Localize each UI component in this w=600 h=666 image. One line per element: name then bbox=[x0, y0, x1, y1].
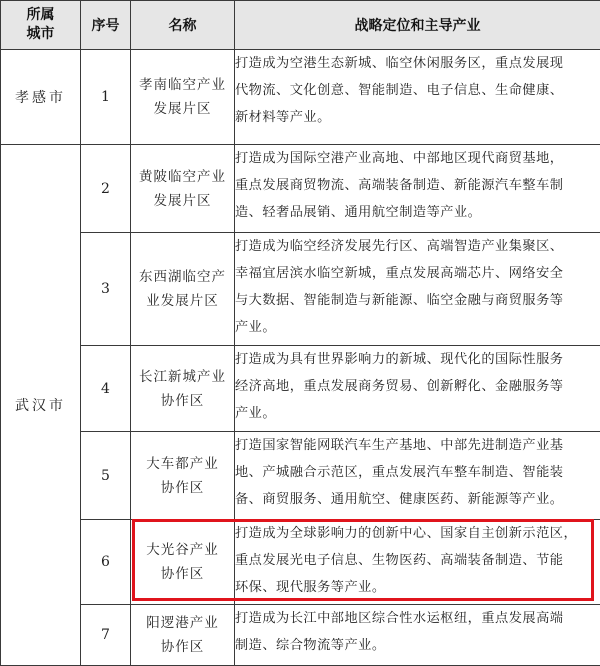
row-desc-line: 造、轻奢品展销、通用航空制造等产业。 bbox=[235, 199, 600, 226]
row-name-line: 大光谷产业 bbox=[131, 538, 234, 562]
row-name-line: 业发展片区 bbox=[131, 289, 234, 313]
row-name bbox=[131, 145, 235, 233]
row-desc-line: 代物流、文化创意、智能制造、电子信息、生命健康、 bbox=[235, 77, 600, 104]
table-row-highlighted bbox=[1, 520, 600, 605]
row-num: 7 bbox=[81, 605, 131, 666]
row-name-line: 阳逻港产业 bbox=[131, 611, 234, 635]
row-name-line: 协作区 bbox=[131, 562, 234, 586]
table-row bbox=[1, 50, 600, 145]
row-name-line: 协作区 bbox=[131, 476, 234, 500]
row-desc-line: 重点发展商贸物流、高端装备制造、新能源汽车整车制 bbox=[235, 172, 600, 199]
row-name bbox=[131, 432, 235, 520]
row-desc bbox=[235, 346, 600, 432]
row-name-line: 黄陂临空产业 bbox=[131, 165, 234, 189]
row-desc bbox=[235, 520, 600, 605]
row-desc-line: 制造、综合物流等产业。 bbox=[235, 632, 600, 659]
row-desc-line: 新材料等产业。 bbox=[235, 104, 600, 131]
row-desc bbox=[235, 605, 600, 666]
row-desc-line: 产业。 bbox=[235, 400, 600, 427]
table-row bbox=[1, 605, 600, 666]
row-name-line: 大车都产业 bbox=[131, 452, 234, 476]
city-cell-xiaogan: 孝感市 bbox=[1, 50, 81, 145]
row-num: 3 bbox=[81, 233, 131, 346]
row-name-line: 东西湖临空产 bbox=[131, 265, 234, 289]
row-desc bbox=[235, 145, 600, 233]
row-name-line: 发展片区 bbox=[131, 97, 234, 121]
header-city bbox=[1, 1, 81, 50]
header-desc: 战略定位和主导产业 bbox=[235, 1, 600, 50]
row-name-line: 协作区 bbox=[131, 389, 234, 413]
row-num: 1 bbox=[81, 50, 131, 145]
row-desc-line: 重点发展光电子信息、生物医药、高端装备制造、节能 bbox=[235, 547, 600, 574]
table-row bbox=[1, 432, 600, 520]
row-name bbox=[131, 50, 235, 145]
row-desc-line: 备、商贸服务、通用航空、健康医药、新能源等产业。 bbox=[235, 486, 600, 513]
row-desc bbox=[235, 432, 600, 520]
row-desc-line: 环保、现代服务等产业。 bbox=[235, 574, 600, 601]
header-city-line2: 城市 bbox=[1, 25, 80, 44]
row-name bbox=[131, 346, 235, 432]
row-desc-line: 打造成为国际空港产业高地、中部地区现代商贸基地， bbox=[235, 145, 600, 172]
row-name-line: 孝南临空产业 bbox=[131, 73, 234, 97]
header-num: 序号 bbox=[81, 1, 131, 50]
row-desc-line: 与大数据、智能制造与新能源、临空金融与商贸服务等 bbox=[235, 287, 600, 314]
row-name bbox=[131, 605, 235, 666]
table-row bbox=[1, 346, 600, 432]
row-num: 2 bbox=[81, 145, 131, 233]
row-desc-line: 打造成为具有世界影响力的新城、现代化的国际性服务 bbox=[235, 346, 600, 373]
row-desc-line: 打造成为临空经济发展先行区、高端智造产业集聚区、 bbox=[235, 233, 600, 260]
row-num: 5 bbox=[81, 432, 131, 520]
row-desc-line: 产业。 bbox=[235, 314, 600, 341]
row-name-line: 长江新城产业 bbox=[131, 365, 234, 389]
row-desc-line: 打造国家智能网联汽车生产基地、中部先进制造产业基 bbox=[235, 432, 600, 459]
table-row bbox=[1, 145, 600, 233]
header-city-line1: 所属 bbox=[1, 6, 80, 25]
row-desc-line: 地、产城融合示范区，重点发展汽车整车制造、智能装 bbox=[235, 459, 600, 486]
row-desc-line: 幸福宜居滨水临空新城，重点发展高端芯片、网络安全 bbox=[235, 260, 600, 287]
header-row bbox=[1, 1, 600, 50]
row-desc-line: 打造成为长江中部地区综合性水运枢纽，重点发展高端 bbox=[235, 605, 600, 632]
row-name bbox=[131, 520, 235, 605]
header-name: 名称 bbox=[131, 1, 235, 50]
row-name-line: 协作区 bbox=[131, 635, 234, 659]
row-desc-line: 经济高地，重点发展商务贸易、创新孵化、金融服务等 bbox=[235, 373, 600, 400]
table-row bbox=[1, 233, 600, 346]
row-num: 6 bbox=[81, 520, 131, 605]
row-desc bbox=[235, 50, 600, 145]
row-num: 4 bbox=[81, 346, 131, 432]
row-name bbox=[131, 233, 235, 346]
row-desc-line: 打造成为空港生态新城、临空休闲服务区，重点发展现 bbox=[235, 50, 600, 77]
row-desc bbox=[235, 233, 600, 346]
row-name-line: 发展片区 bbox=[131, 189, 234, 213]
row-desc-line: 打造成为全球影响力的创新中心、国家自主创新示范区， bbox=[235, 520, 600, 547]
city-cell-wuhan: 武汉市 bbox=[1, 145, 81, 666]
